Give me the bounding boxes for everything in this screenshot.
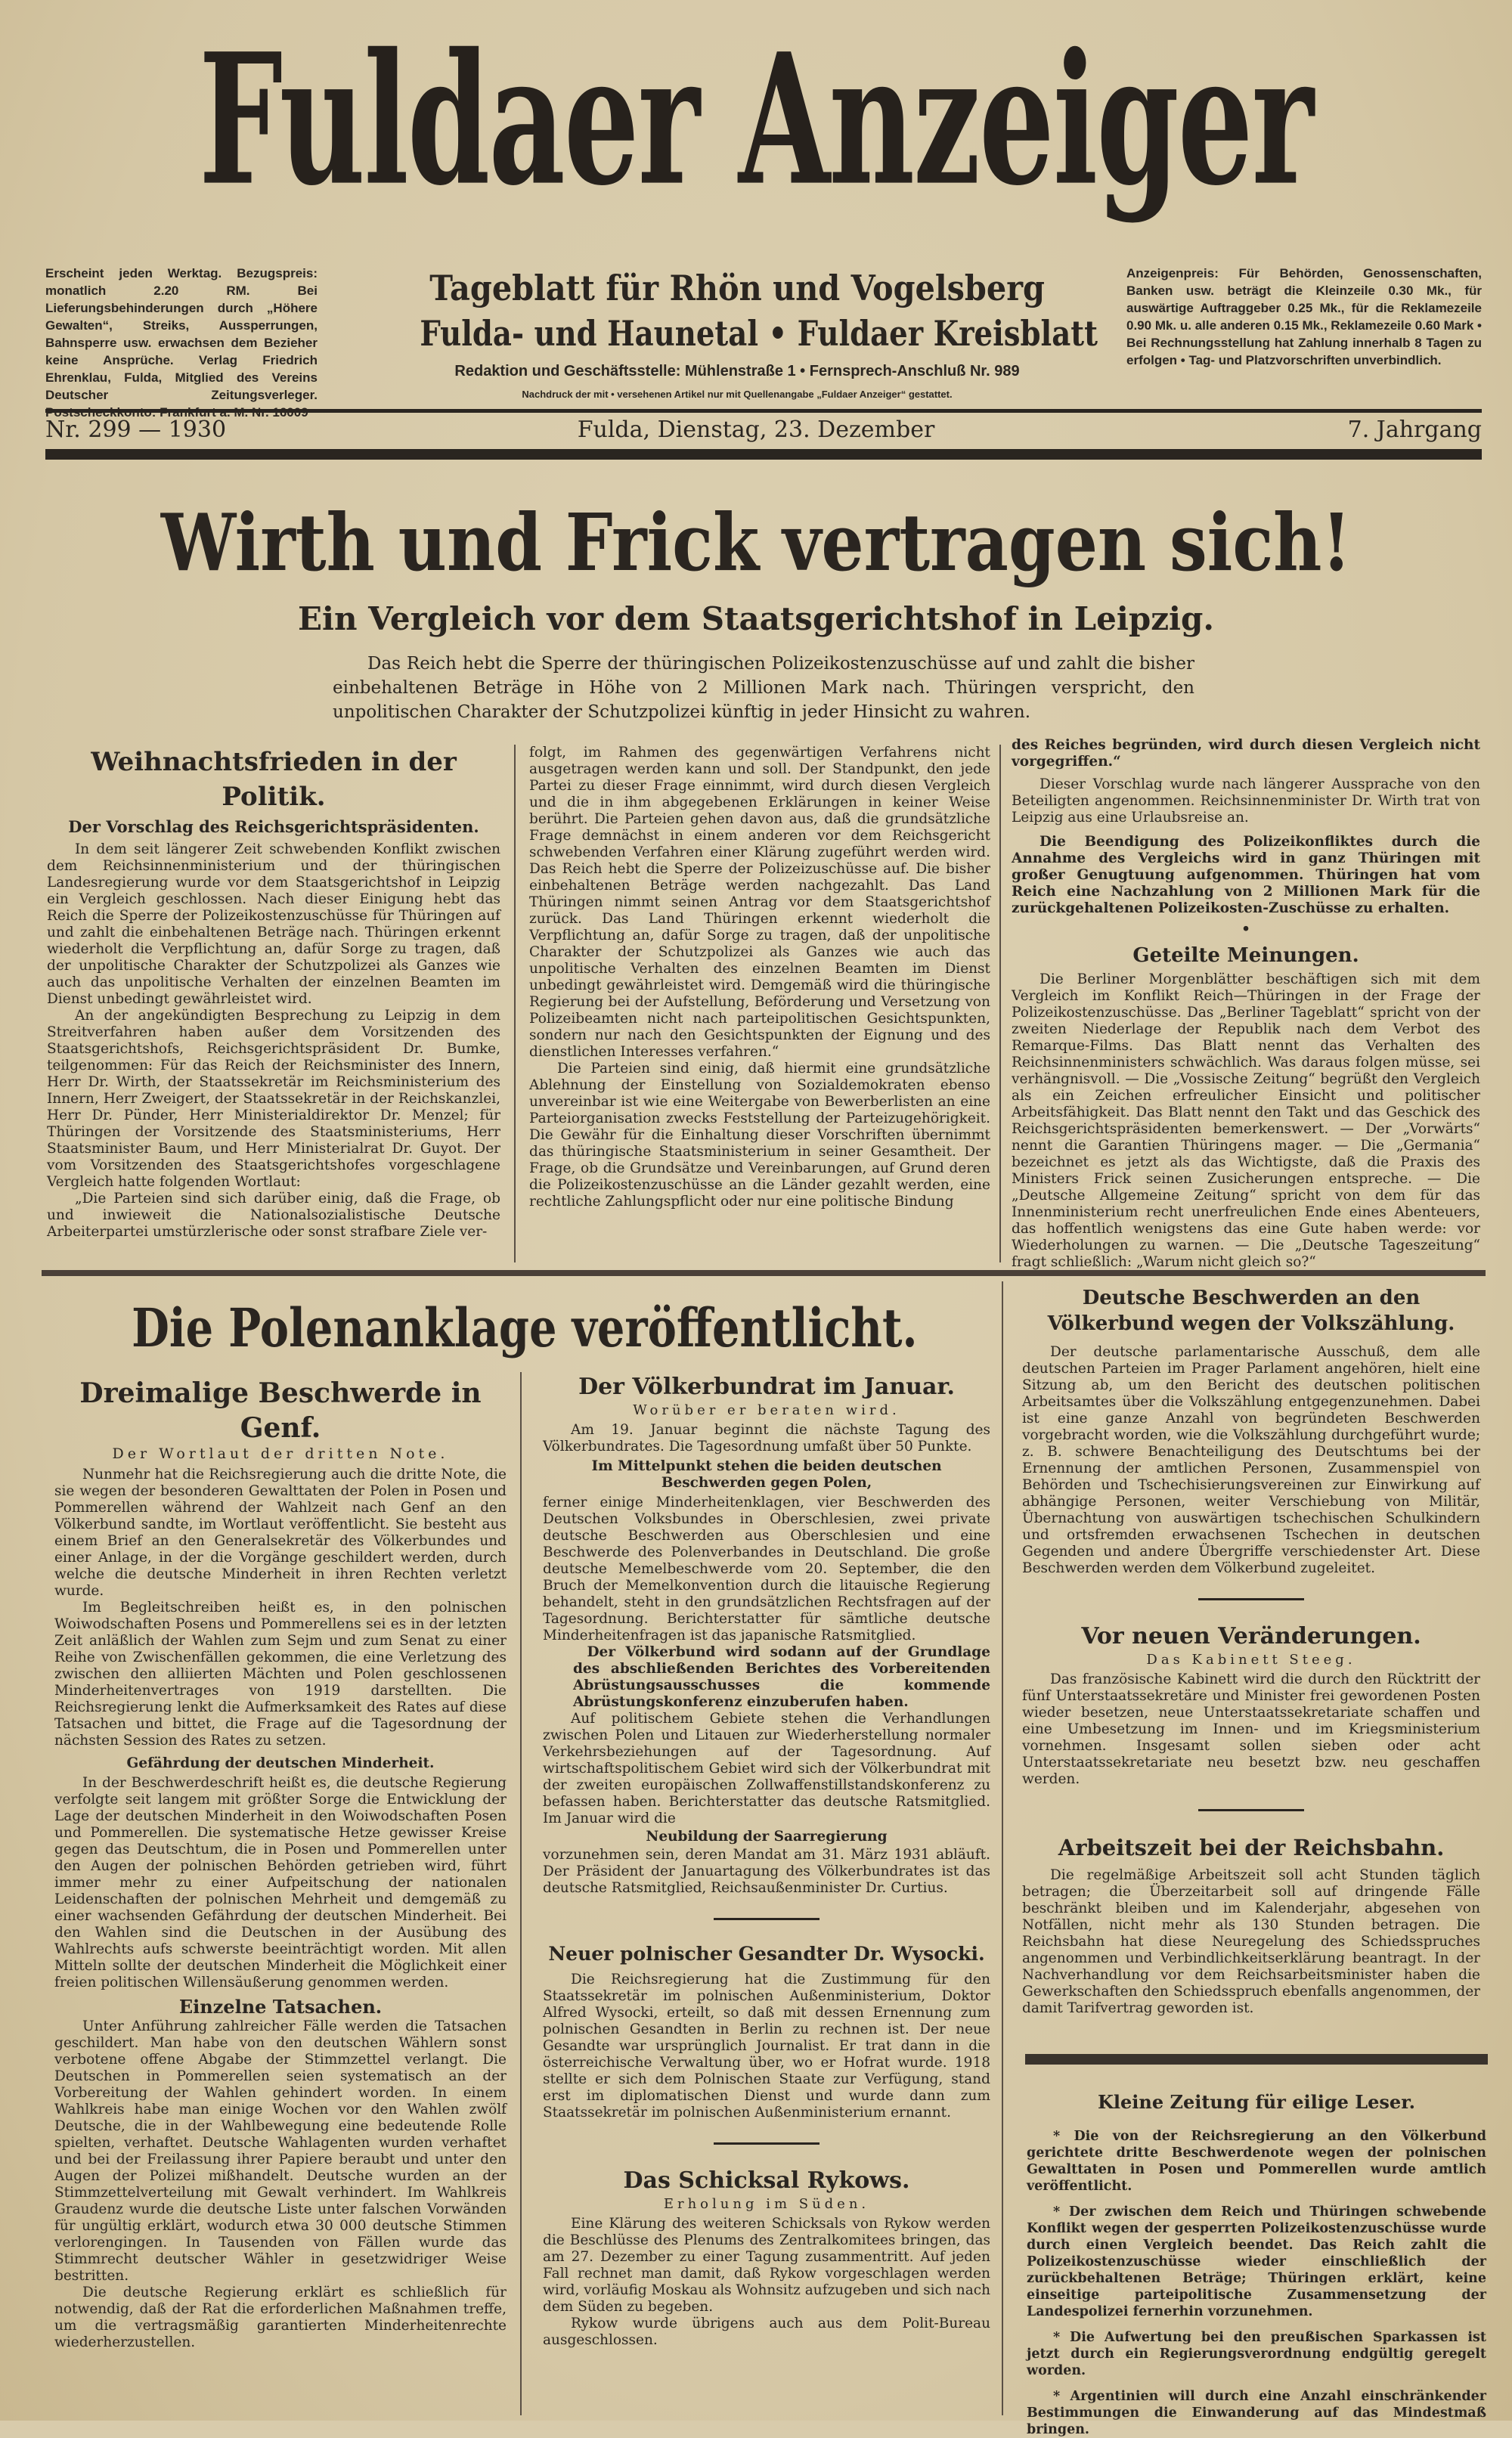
box-heading: Kleine Zeitung für eilige Leser. — [1098, 2091, 1415, 2113]
bullet-divider: • — [1241, 922, 1250, 937]
subtitle-line-1-container — [355, 266, 1119, 310]
column-subheading: Erholung im Süden. — [663, 2196, 870, 2212]
column-heading: Neuer polnischer Gesandter Dr. Wysocki. — [548, 1943, 985, 1965]
advertising-rates: Anzeigenpreis: Für Behörden, Genossenschaften, Banken usw. beträgt die Kleinzeile 0.30 Mk., für auswärtige Auftraggeber 0.25 Mk., für die Reklamezeile 0.90 Mk. u. alle anderen 0.15 Mk., Reklamezeile 0.60 Mark • Bei Rechnungsstellung hat Zahlung innerhalb 8 Tagen zu erfolgen • Tag- und Platzvorschriften unverbindlich. — [1126, 266, 1482, 367]
section-headline-container — [45, 1294, 990, 1362]
polen-middle-column — [543, 1372, 990, 2415]
bold-paragraph: Der Völkerbund wird sodann auf der Grundlage des abschließenden Berichtes des Vorbereitenden Abrüstungsausschusses die kommende Abrüstungskonferenz einzuberufen haben. — [573, 1644, 990, 1710]
lead-subheadline: Ein Vergleich vor dem Staatsgerichtshof in Leipzig. — [297, 600, 1214, 637]
newspaper-title: Fuldaer Anzeiger — [199, 14, 1313, 226]
column-heading: Geteilte Meinungen. — [1132, 944, 1359, 967]
paragraph: Am 19. Januar beginnt die nächste Tagung des Völkerbundrates. Die Tagesordnung umfaßt über 50 Punkte. — [543, 1422, 990, 1454]
fold-rule — [42, 1270, 1486, 1276]
volume: 7. Jahrgang — [1347, 417, 1482, 443]
paragraph: Die Berliner Morgenblätter beschäftigen sich mit dem Vergleich im Konflikt Reich—Thüringen in der Frage der Polizeikostenzuschüsse. Das „Berliner Tageblatt“ spricht von der zweiten Niederlage der Republik nach dem Verbot des Remarque-Films. Das Blatt nennt das Verhalten des Reichsinnenministers schwächlich. Was daraus folgen müsse, sei verhängnisvoll. — Die „Vossische Zeitung“ begrüßt den Vergleich als ein Zeichen erfreulicher Einsicht und politischer Arbeitsfähigkeit. Das Blatt nennt den Takt und das Geschick des Reichsgerichtspräsidenten bemerkenswert. — Der „Vorwärts“ nennt die Garantien Thüringens mager. — Die „Germania“ bezeichnet es jetzt als das Wichtigste, daß die Praxis des Ministers Frick seinen Zusicherungen entspreche. — Die „Deutsche Allgemeine Zeitung“ spricht von dem für das Innenministerium recht unerfreulichen Ende eines Abenteuers, das hoffentlich wenigstens das eine Gute haben werde: vor Wiederholungen zu warnen. — Die „Deutsche Tageszeitung“ fragt schließlich: „Warum nicht gleich so?“ — [1012, 971, 1480, 1270]
column-heading: Dreimalige Beschwerde in Genf. — [79, 1377, 482, 1444]
separator — [714, 1918, 820, 1920]
column-heading: Deutsche Beschwerden an den Völkerbund wegen der Volkszählung. — [1047, 1287, 1455, 1335]
paragraph: „Die Parteien sind sich darüber einig, daß die Frage, ob und inwieweit die Nationalsozialistische Deutsche Arbeiterpartei umstürzlerische oder sonst strafbare Ziele ver- — [47, 1191, 500, 1240]
column-subheading: Worüber er beraten wird. — [633, 1402, 900, 1418]
paragraph: Dieser Vorschlag wurde nach längerer Aussprache von den Beteiligten angenommen. Reichsinnenminister Dr. Wirth trat von Leipzig aus eine Urlaubsreise an. — [1012, 776, 1480, 826]
bold-subheading: Im Mittelpunkt stehen die beiden deutschen Beschwerden gegen Polen, — [591, 1458, 942, 1491]
bold-paragraph: Die Beendigung des Polizeikonfliktes durch die Annahme des Vergleichs wird in ganz Thüringen mit großer Genugtuung aufgenommen. Thüringen hat vom Reich eine Nachzahlung von 2 Millionen Mark für die zurückgehaltenen Polizeikosten-Zuschüsse zu erhalten. — [1012, 834, 1480, 916]
brief-item: * Der zwischen dem Reich und Thüringen schwebende Konflikt wegen der gesperrten Polizeikostenzuschüsse wurde durch einen Vergleich beendet. Das Reich zahlt die Polizeikostenzuschüsse wieder einschließlich der zurückbehaltenen Beträge; Thüringen erklärt, keine einseitige parteipolitische Zusammensetzung der Landespolizei fernerhin vorzunehmen. — [1027, 2204, 1486, 2319]
column-divider — [520, 1372, 522, 2415]
paragraph: In der Beschwerdeschrift heißt es, die deutsche Regierung verfolgte seit langem mit größter Sorge die Entwicklung der Lage der deutschen Minderheit in den Woiwodschaften Posen und Pommerellen. Die systematische Hetze gewisser Kreise gegen das Deutschtum, die in Posen und Pommerellen unter den Augen der polnischen Behörden getrieben wird, führt immer mehr zu einer Aufpeitschung der nationalen Leidenschaften der polnischen Mehrheit und demgemäß zu einer wachsenden Gefährdung der deutschen Minderheit. Bei den Wahlen sind die Deutschen in der Ausübung des Wahlrechts aufs schwerste beeinträchtigt worden. Mit allen Mitteln sollte der deutschen Minderheit die Möglichkeit einer freien politischen Willensäußerung genommen werden. — [54, 1775, 507, 1990]
title-container — [0, 14, 1512, 226]
paragraph: Der deutsche parlamentarische Ausschuß, dem alle deutschen Parteien im Prager Parlament angehören, hielt eine Sitzung ab, um den Bericht des deutschen politischen Arbeitsamtes über die Volkszählung entgegenzunehmen. Dabei ist eine ganze Anzahl von begründeten Beschwerden vorgebracht worden, wie die Volkszählung durchgeführt wurde; z. B. schwere Benachteiligung des Deutschtums bei der Ernennung der amtlichen Personen, Zusammenspiel von Behörden und Tschechisierungsvereinen zur Einwirkung auf abhängige Personen, weiter Verschiebung von Militär, Übernachtung von auswärtigen tschechischen Schulkindern und ortsfremden erwachsenen Tschechen in deutschen Gegenden und andere Übergriffe verschiedenster Art. Diese Beschwerden werden dem Völkerbund zugeleitet. — [1022, 1344, 1480, 1576]
paragraph: Nunmehr hat die Reichsregierung auch die dritte Note, die sie wegen der besonderen Gewalttaten der Polen in Posen und Pommerellen während der Wahlzeit nach Genf an den Völkerbund sandte, im Wortlaut veröffentlicht. Sie besteht aus einem Brief an den Generalsekretär des Völkerbundes und einer Anlage, in der die Vorgänge geschildert werden, durch welche die deutsche Minderheit in ihren Rechten verletzt wurde. — [54, 1467, 507, 1599]
brief-item: * Argentinien will durch eine Anzahl einschränkender Bestimmungen die Einwanderung auf das Mindestmaß bringen. — [1027, 2389, 1486, 2437]
column-heading: Das Schicksal Rykows. — [623, 2167, 910, 2194]
brief-item: * Die Aufwertung bei den preußischen Sparkassen ist jetzt durch ein Regierungsverordnung endgültig geregelt worden. — [1027, 2330, 1486, 2378]
section-headline: Die Polenanklage veröffentlicht. — [132, 1296, 918, 1359]
lead-column-2 — [529, 745, 990, 1266]
paragraph: Im Begleitschreiben heißt es, in den polnischen Woiwodschaften Posens und Pommerellens sei es in der letzten Zeit anläßlich der Wahlen zum Sejm und zum Senat zu einer Reihe von Zwischenfällen gekommen, die eine Verletzung des zwischen den alliierten Mächten und Polen geschlossenen Minderheitenvertrages von 1919 darstellten. Die Reichsregierung lenkt die Aufmerksamkeit des Rates auf diese Tatsachen und bittet, die Frage auf die Tagesordnung der nächsten Session des Rates zu setzen. — [54, 1600, 507, 1749]
column-heading: Arbeitszeit bei der Reichsbahn. — [1058, 1835, 1445, 1860]
column-divider — [514, 745, 516, 1262]
paragraph: Die Reichsregierung hat die Zustimmung für den Staatssekretär im polnischen Außenministerium, Doktor Alfred Wysocki, erteilt, so daß mit dessen Ernennung zum polnischen Gesandten in Berlin zu rechnen ist. Der neue Gesandte war ursprünglich Journalist. Er trat dann in die österreichische Verwaltung über, wo er Hofrat wurde. 1918 stellte er sich dem Polnischen Staate zur Verfügung, stand erst im diplomatischen Dienst und wurde dann zum Staatssekretär im polnischen Außenministerium ernannt. — [543, 1972, 990, 2120]
paragraph: An der angekündigten Besprechung zu Leipzig in dem Streitverfahren haben außer dem Vorsitzenden des Staatsgerichtshofs, Reichsgerichtspräsident Dr. Bumke, teilgenommen: Für das Reich der Reichsminister des Innern, Herr Dr. Wirth, der Staatssekretär im Reichsministerium des Innern, Herr Zweigert, der Staatssekretär in der Reichskanzlei, Herr Dr. Pünder, Herr Ministerialdirektor Dr. Menzel; für Thüringen der Vorsitzende des Staatsministeriums, Herr Staatsminister Baum, und Herr Ministerialrat Dr. Guyot. Der vom Vorsitzenden des Staatsgerichtshofes vorgeschlagene Vergleich hatte folgenden Wortlaut: — [47, 1008, 500, 1190]
paragraph: Die deutsche Regierung erklärt es schließlich für notwendig, daß der Rat die erforderlichen Maßnahmen treffe, um die vertragsmäßig garantierten Minderheitenrechte wiederherzustellen. — [54, 2285, 507, 2350]
paragraph: ferner einige Minderheitenklagen, vier Beschwerden des Deutschen Volksbundes in Oberschlesien, zwei private deutsche Beschwerden aus Oberschlesien und eine Beschwerde des Polenverbandes in Deutschland. Die große deutsche Memelbeschwerde vom 20. September, die den Bruch der Memelkonvention durch die litauische Regierung behandelt, steht in den grundsätzlichen Rechtsfragen auf der Tagesordnung. Berichterstatter für sämtliche deutsche Minderheitenfragen ist das japanische Ratsmitglied. — [543, 1495, 990, 1643]
issue-number: Nr. 299 — 1930 — [45, 417, 227, 443]
separator — [714, 2142, 820, 2145]
paragraph: Eine Klärung des weiteren Schicksals von Rykow werden die Beschlüsse des Plenums des Zentralkomitees bringen, das am 27. Dezember zu einer Tagung zusammentritt. Auf jeden Fall rechnet man damit, daß Rykow vorgeschlagen werden wird, vorläufig Moskau als Wohnsitz aufzugeben und sich nach dem Süden zu begeben. — [543, 2216, 990, 2315]
news-brief-box — [1027, 2090, 1486, 2437]
column-heading: Weihnachtsfrieden in der Politik. — [91, 747, 457, 812]
subscription-info: Erscheint jeden Werktag. Bezugspreis: monatlich 2.20 RM. Bei Lieferungsbehinderungen durch „Höhere Gewalten“, Streiks, Aussperrungen, Bahnsperre usw. erwachsen dem Bezieher keine Ansprüche. Verlag Friedrich Ehrenklau, Fulda, Mitglied des Vereins Deutscher Zeitungsverleger. — [45, 266, 318, 402]
bold-subheading: Neubildung der Saarregierung — [646, 1829, 888, 1845]
polen-right-column — [1022, 1285, 1480, 2041]
brief-item: * Die von der Reichsregierung an den Völkerbund gerichtete dritte Beschwerdenote wegen der polnischen Gewalttaten in Posen und Pommerellen wurde amtlich veröffentlicht. — [1027, 2129, 1486, 2194]
column-heading: Vor neuen Veränderungen. — [1081, 1623, 1421, 1650]
box-top-rule — [1025, 2054, 1488, 2065]
reprint-note: Nachdruck der mit • versehenen Artikel nur mit Quellenangabe „Fuldaer Anzeiger“ gestattet. — [522, 389, 953, 400]
column-divider — [999, 745, 1001, 1262]
column-subheading: Der Vorschlag des Reichsgerichtspräsidenten. — [68, 817, 479, 836]
subtitle-line-2: Fulda- und Haunetal • Fuldaer Kreisblatt — [420, 313, 1098, 354]
paragraph: Auf politischem Gebiete stehen die Verhandlungen zwischen Polen und Litauen zur Wiederherstellung normaler Verkehrsbeziehungen auf der Tagesordnung. Auf wirtschaftspolitischem Gebiet wird sich der Völkerbundrat mit der zweiten europäischen Zollwaffenstillstandskonferenz zu befassen haben. Berichterstatter das deutsche Ratsmitglied. Im Januar wird die — [543, 1711, 990, 1826]
paragraph: folgt, im Rahmen des gegenwärtigen Verfahrens nicht ausgetragen werden kann und soll. Der Standpunkt, den jede Partei zu dieser Frage einnimmt, wird durch diesen Vergleich und die in ihm abgegebenen Erklärungen in keiner Weise berührt. Die Parteien gehen davon aus, daß die grundsätzliche Frage demnächst in einem anderen vor dem Reichsgericht schwebenden Verfahren einer Klärung zugeführt werden wird. Das Reich hebt die Sperre der Polizeizuschüsse auf. Die bisher einbehaltenen Beträge werden nachgezahlt. Das Land Thüringen nimmt seinen Antrag vor dem Staatsgerichtshof zurück. Das Land Thüringen erkennt wiederholt die Verpflichtung an, dafür Sorge zu tragen, daß der unpolitische Charakter der Schutzpolizei als Ganzes wie auch das unpolitische Verhalten des einzelnen Beamten im Dienst unbedingt gewährleistet wird. Demgemäß wird die thüringische Regierung bei der Aufstellung, Beförderung und Versetzung von Polizeibeamten nicht nach parteipolitischen Gesichtspunkten, sondern nur nach den Gesichtspunkten der Eignung und des dienstlichen Interesses verfahren.“ — [529, 745, 990, 1060]
column-subheading: Der Wortlaut der dritten Note. — [112, 1445, 449, 1462]
separator — [1198, 1809, 1304, 1811]
lead-summary: Das Reich hebt die Sperre der thüringischen Polizeikostenzuschüsse auf und zahlt die bisher einbehaltenen Beträge in Höhe von 2 Millionen Mark nach. Thüringen verspricht, den unpolitischen Charakter der Schutzpolizei künftig in jeder Hinsicht zu wahren. — [333, 654, 1194, 722]
subheading: Gefährdung der deutschen Minderheit. — [126, 1755, 435, 1771]
paragraph: Rykow wurde übrigens auch aus dem Polit-Bureau ausgeschlossen. — [543, 2316, 990, 2348]
separator — [1198, 1598, 1304, 1600]
masthead-rule — [45, 409, 1482, 413]
paragraph: vorzunehmen sein, deren Mandat am 31. März 1931 abläuft. Der Präsident der Januartagung des Völkerbundrates ist das deutsche Ratsmitglied, Reichsaußenminister Dr. Curtius. — [543, 1847, 990, 1896]
column-subheading: Das Kabinett Steeg. — [1146, 1652, 1356, 1668]
paragraph: Unter Anführung zahlreicher Fälle werden die Tatsachen geschildert. Man habe von den deutschen Wählern sonst verbotene offene Abgabe der Stimmzettel verlangt. Die Deutschen in Pommerellen seien systematisch an der Vorbereitung der Wahlen gehindert worden. In einem Wahlkreis habe man einige Wochen vor den Wahlen zwölf Deutsche, die in der Wahlbewegung eine bedeutende Rolle spielten, verhaftet. Deutsche Wahlagenten wurden verhaftet und bei der Freilassung ihrer Papiere beraubt und unter den Augen der Polizei mißhandelt. Deutsche wurden an der Stimmzettelverteilung mit Gewalt verhindert. Im Wahlkreis Graudenz wurde die deutsche Liste unter falschen Vorwänden für ungültig erklärt, wodurch etwa 30 000 deutsche Stimmen verlorengingen. In Tausenden von Fällen wurde das Stimmrecht deutscher Wähler in gesetzwidriger Weise bestritten. — [54, 2018, 507, 2284]
paragraph: Die Parteien sind einig, daß hiermit eine grundsätzliche Ablehnung der Einstellung von Sozialdemokraten ebenso unvereinbar ist wie eine Weitergabe von Bewerberlisten an eine Parteiorganisation zwecks Feststellung der Parteizugehörigkeit. Die Gewähr für die Einhaltung dieser Vorschriften übernimmt das thüringische Staatsministerium in seiner Gesamtheit. Der Frage, ob die Grundsätze und Vereinbarungen, auf Grund deren die Polizeikostenzuschüsse an die Länder gezahlt werden, eine rechtliche Zahlungspflicht oder nur eine politische Bindung — [529, 1061, 990, 1210]
subtitle-line-1: Tageblatt für Rhön und Vogelsberg — [429, 268, 1045, 308]
lead-headline-container — [0, 495, 1512, 590]
editorial-address: Redaktion und Geschäftsstelle: Mühlenstraße 1 • Fernsprech-Anschluß Nr. 989 — [454, 363, 1020, 379]
subheading: Einzelne Tatsachen. — [178, 1996, 383, 2018]
polen-left-column — [54, 1376, 507, 2412]
paragraph: Das französische Kabinett wird die durch den Rücktritt der fünf Unterstaatssekretäre und Minister frei gewordenen Posten wieder besetzen, neue Unterstaatssekretariate schaffen und eine Umbesetzung im Innen- und im Kriegsministerium vornehmen. Insgesamt sollen sieben oder acht Unterstaatssekretariate neu besetzt bzw. neu geschaffen werden. — [1022, 1671, 1480, 1787]
dateline: Fulda, Dienstag, 23. Dezember — [577, 417, 935, 443]
paragraph: In dem seit längerer Zeit schwebenden Konflikt zwischen dem Reichsinnenministerium und der thüringischen Landesregierung wurde vor dem Staatsgerichtshof in Leipzig ein Vergleich geschlossen. Nach dieser Einigung hebt das Reich die Sperre der Polizeikostenzuschüsse für Thüringen auf und zahlt die einbehaltenen Beträge nach. Thüringen erkennt wiederholt die Verpflichtung an, dafür Sorge zu tragen, daß der unpolitische Charakter der Schutzpolizei als Ganzes wie auch das unpolitische Verhalten der einzelnen Beamten im Dienst unbedingt gewährleistet wird. — [47, 841, 500, 1007]
masthead-thick-rule — [45, 449, 1482, 460]
subtitle-line-2-container — [355, 311, 1119, 355]
lead-column-1 — [47, 745, 500, 1266]
lead-column-3 — [1012, 737, 1480, 1270]
column-divider — [1002, 1281, 1003, 2415]
column-heading: Der Völkerbundrat im Januar. — [578, 1374, 955, 1400]
paragraph: des Reiches begründen, wird durch diesen Vergleich nicht vorgegriffen.“ — [1012, 737, 1480, 770]
lead-headline: Wirth und Frick vertragen sich! — [160, 496, 1352, 589]
paragraph: Die regelmäßige Arbeitszeit soll acht Stunden täglich betragen; die Überzeitarbeit soll auf dringende Fälle beschränkt bleiben und im Kalenderjahr, abgesehen von Notfällen, nicht mehr als 130 Stunden betragen. Die Reichsbahn hat diese Neuregelung des Schiedsspruches angenommen und Verbindlichkeitserklärung beantragt. In der Nachverhandlung vor dem Reichsarbeitsminister haben die Gewerkschaften den Schiedsspruch ebenfalls angenommen, der damit Tarifvertrag geworden ist. — [1022, 1867, 1480, 2016]
